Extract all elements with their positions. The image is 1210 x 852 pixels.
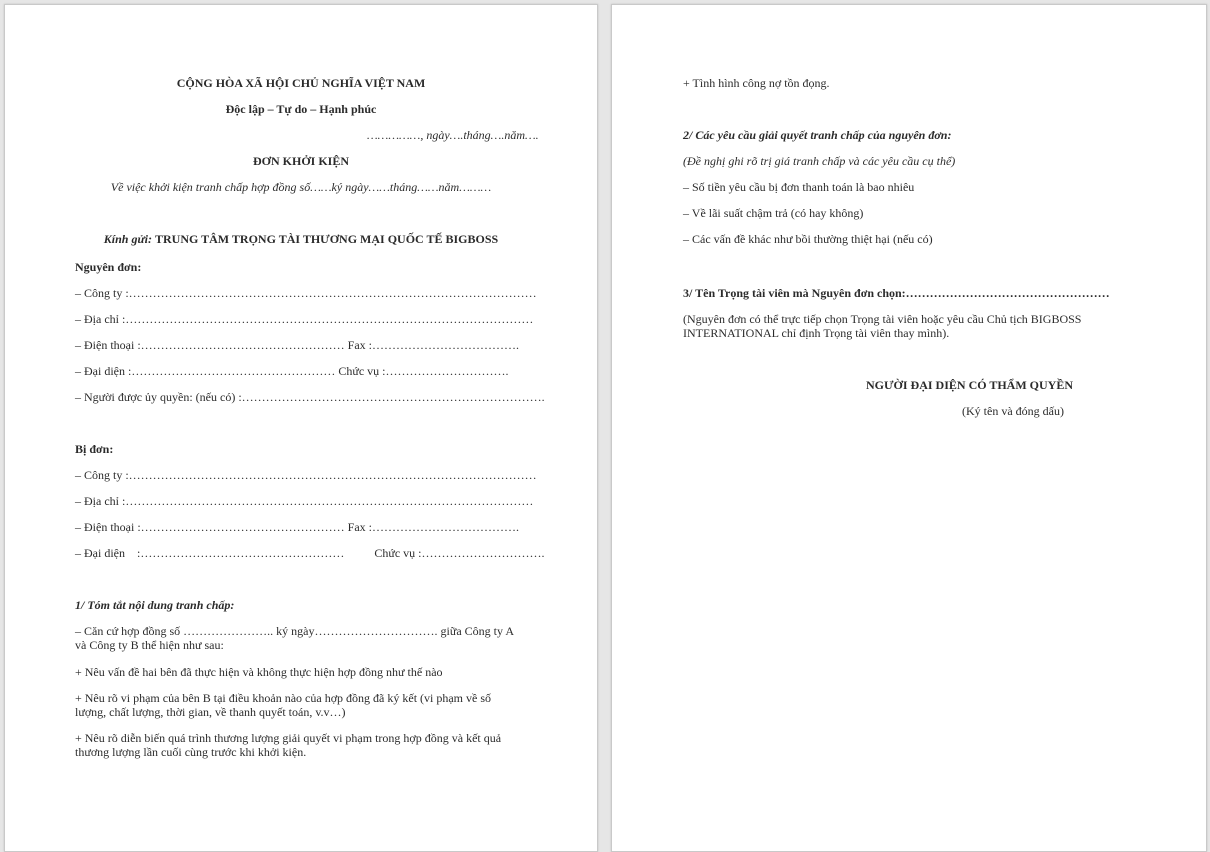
addressee-name: TRUNG TÂM TRỌNG TÀI THƯƠNG MẠI QUỐC TẾ BIGBOSS: [155, 232, 499, 246]
document-title: ĐƠN KHỞI KIỆN: [252, 154, 349, 168]
document-page-2: [611, 4, 1207, 852]
plaintiff-phone-fax: – Điện thoại :…………………………………………… Fax :……………………………….: [75, 338, 519, 352]
addressee-line: [5, 232, 597, 246]
debt-line: + Tình hình công nợ tồn đọng.: [683, 76, 830, 90]
section2-note: (Đề nghị ghi rõ trị giá tranh chấp và các yêu cầu cụ thể): [683, 154, 956, 168]
heading-motto: Độc lập – Tự do – Hạnh phúc: [225, 102, 377, 116]
section3-heading: 3/ Tên Trọng tài viên mà Nguyên đơn chọn:……………………………………………: [683, 286, 1110, 300]
plaintiff-representative: – Đại diện :…………………………………………… Chức vụ :………………………….: [75, 364, 509, 378]
section1-paragraph: + Nêu rõ vi phạm của bên B tại điều khoản nào của hợp đồng đã ký kết (vi phạm về số lượng, chất lượng, thời gian, về thanh quyết toán, v.v…): [75, 691, 492, 719]
section1-heading: 1/ Tóm tắt nội dung tranh chấp:: [75, 598, 235, 612]
heading-country: CỘNG HÒA XÃ HỘI CHỦ NGHĨA VIỆT NAM: [176, 76, 426, 90]
document-subject: Về việc khởi kiện tranh chấp hợp đồng số……ký ngày……tháng……năm………: [110, 180, 492, 194]
section2-item: – Về lãi suất chậm trả (có hay không): [683, 206, 864, 220]
section2-item: – Số tiền yêu cầu bị đơn thanh toán là bao nhiêu: [683, 180, 915, 194]
plaintiff-company: – Công ty :…………………………………………………………………………………………: [75, 286, 537, 300]
signature-title: NGƯỜI ĐẠI DIỆN CÓ THẨM QUYỀN: [866, 378, 1074, 392]
defendant-phone-fax: – Điện thoại :…………………………………………… Fax :……………………………….: [75, 520, 519, 534]
defendant-address: – Địa chỉ :…………………………………………………………………………………………: [75, 494, 534, 508]
signature-note: (Ký tên và đóng dấu): [962, 404, 1064, 418]
section3-note: (Nguyên đơn có thể trực tiếp chọn Trọng tài viên hoặc yêu cầu Chủ tịch BIGBOSS INTERNATIONAL chỉ định Trọng tài viên thay mình).: [683, 312, 1082, 340]
section1-paragraph: + Nêu rõ diễn biến quá trình thương lượng giải quyết vi phạm trong hợp đồng và kết quả thương lượng lần cuối cùng trước khi khởi kiện.: [75, 731, 502, 759]
defendant-heading: Bị đơn:: [75, 442, 114, 456]
section2-heading: 2/ Các yêu cầu giải quyết tranh chấp của nguyên đơn:: [683, 128, 952, 142]
section1-paragraph: – Căn cứ hợp đồng số ………………….. ký ngày…………………………. giữa Công ty A và Công ty B thể hiện như sau:: [75, 624, 514, 652]
date-line: ……………, ngày….tháng….năm….: [367, 128, 539, 142]
plaintiff-authorized: – Người được ủy quyền: (nếu có) :………………………………………………………………….: [75, 390, 545, 404]
plaintiff-heading: Nguyên đơn:: [75, 260, 142, 274]
document-page-1: [4, 4, 598, 852]
section1-paragraph: + Nêu vấn đề hai bên đã thực hiện và không thực hiện hợp đồng như thế nào: [75, 665, 443, 679]
defendant-representative: – Đại diện :…………………………………………… Chức vụ :………………………….: [75, 546, 545, 560]
plaintiff-address: – Địa chỉ :…………………………………………………………………………………………: [75, 312, 534, 326]
addressee-label: Kính gửi:: [103, 232, 153, 246]
section2-item: – Các vấn đề khác như bồi thường thiệt hại (nếu có): [683, 232, 933, 246]
defendant-company: – Công ty :…………………………………………………………………………………………: [75, 468, 537, 482]
